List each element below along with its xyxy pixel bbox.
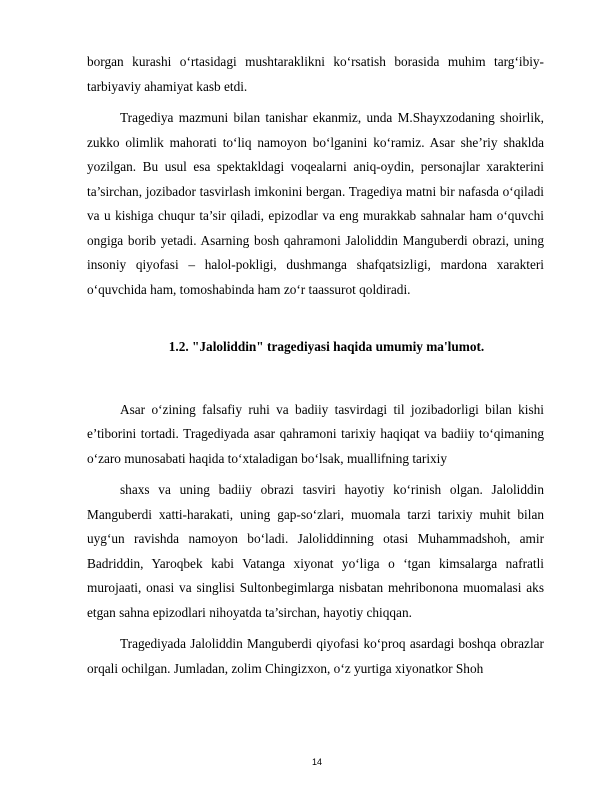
spacer bbox=[87, 302, 544, 335]
section-heading: 1.2. "Jaloliddin" tragediyasi haqida umumiy ma'lumot. bbox=[168, 339, 485, 354]
spacer bbox=[87, 360, 544, 398]
paragraph-historical-figure: shaxs va uning badiiy obrazi tasviri hayotiy ko‘rinish olgan. Jaloliddin Manguberdi xatti-harakati, uning gap-so‘zlari, muomala tarzi tarixiy muhit bilan uyg‘un ravishda namoyon bo‘ladi. Jaloliddinning otasi Muhammadshoh, amir Badriddin, Yaroqbek kabi Vatanga xiyonat yo‘liga o ‘tgan kimsalarga nafratli murojaati, onasi va singlisi Sultonbegimlarga nisbatan mehribonona muomalasi aks etgan sahna epizodlari nihoyatda ta’sirchan, hayotiy chiqqan. bbox=[87, 482, 544, 620]
paragraph-philosophical-spirit: Asar o‘zining falsafiy ruhi va badiiy tasvirdagi til jozibadorligi bilan kishi e’tiborini tortadi. Tragediyada asar qahramoni tarixiy haqiqat va badiiy to‘qimaning o‘zaro munosabati haqida to‘xtaladigan bo‘lsak, muallifning tarixiy bbox=[87, 401, 544, 466]
paragraph-other-characters: Tragediyada Jaloliddin Manguberdi qiyofasi ko‘proq asardagi boshqa obrazlar orqali ochilgan. Jumladan, zolim Chingizxon, o‘z yurtiga xiyonatkor Shoh bbox=[87, 636, 544, 676]
page-content bbox=[87, 50, 544, 681]
paragraph-continuation: borgan kurashi o‘rtasidagi mushtaraklikni ko‘rsatish borasida muhim targ‘ibiy-tarbiyaviy ahamiyat kasb etdi. bbox=[87, 54, 544, 94]
page-number: 14 bbox=[311, 757, 322, 767]
paragraph-tragedy-overview: Tragediya mazmuni bilan tanishar ekanmiz, unda M.Shayxzodaning shoirlik, zukko olimlik mahorati to‘liq namoyon bo‘lganini ko‘ramiz. Asar she’riy shaklda yozilgan. Bu usul esa spektakldagi voqealarni aniq-oydin, personajlar xarakterini ta’sirchan, jozibador tasvirlash imkonini bergan. Tragediya matni bir nafasda o‘qiladi va u kishiga chuqur ta’sir qiladi, epizodlar va eng murakkab sahnalar ham o‘quvchi ongiga borib yetadi. Asarning bosh qahramoni Jaloliddin Manguberdi obrazi, uning insoniy qiyofasi – halol-pokligi, dushmanga shafqatsizligi, mardona xarakteri o‘quvchida ham, tomoshabinda ham zo‘r taassurot qoldiradi. bbox=[87, 110, 544, 297]
